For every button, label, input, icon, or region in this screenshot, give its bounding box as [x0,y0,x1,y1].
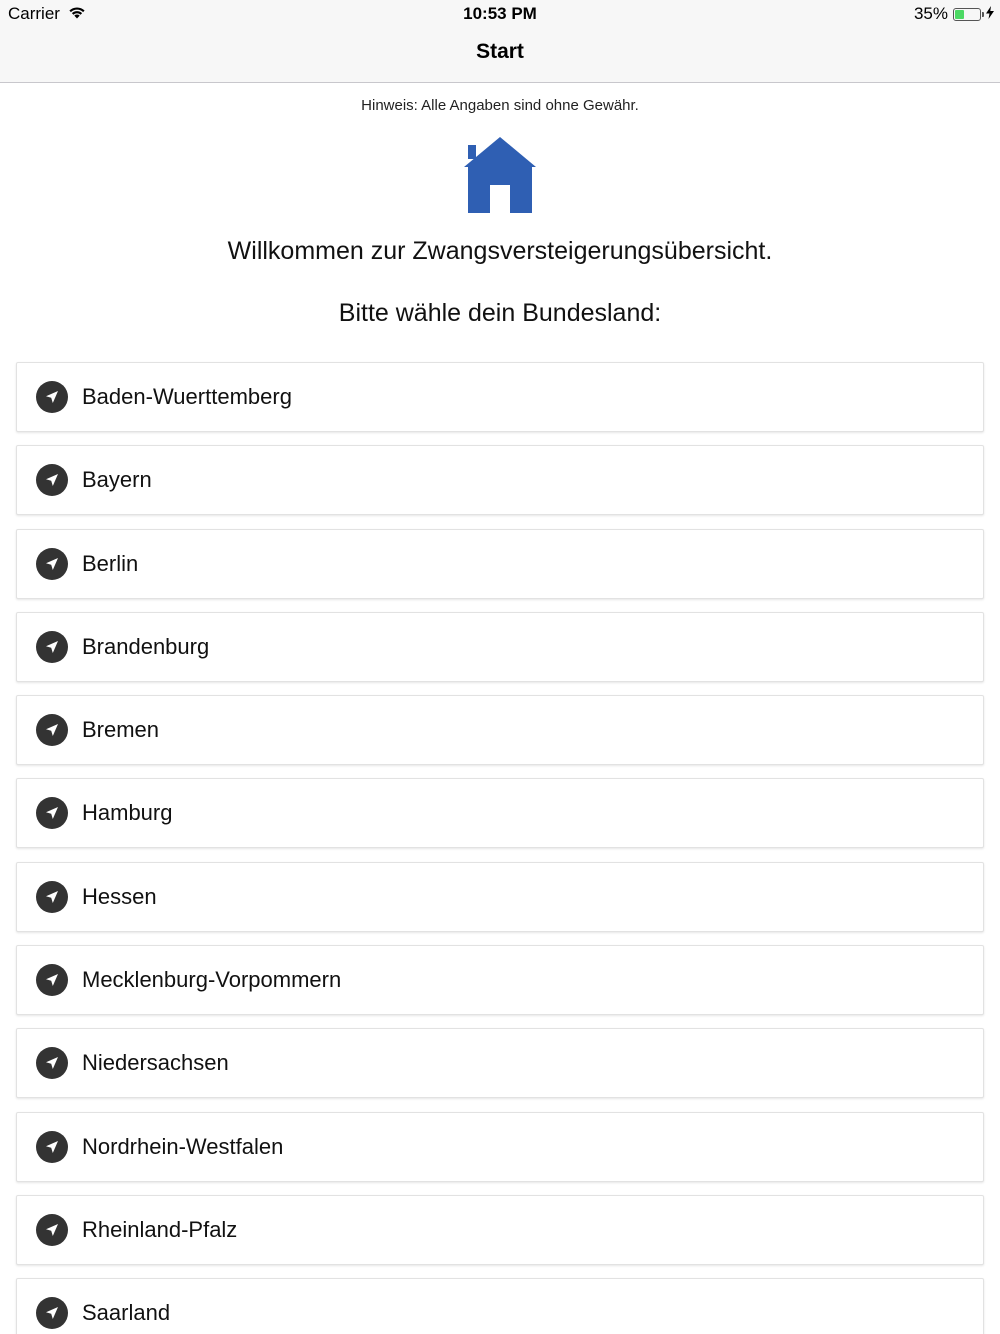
status-bar [0,0,1000,28]
charging-bolt-icon [986,4,994,24]
state-item-label: Bayern [82,467,152,493]
page-title: Start [476,40,524,63]
location-arrow-icon [36,1214,68,1246]
state-item[interactable] [16,1028,984,1098]
state-item-label: Saarland [82,1300,171,1326]
state-item[interactable] [16,529,984,599]
house-icon [458,133,542,215]
state-item[interactable] [16,1195,984,1265]
state-item[interactable] [16,1278,984,1334]
state-prompt: Bitte wähle dein Bundesland: [338,299,662,327]
state-item-label: Rheinland-Pfalz [82,1216,238,1242]
state-item[interactable] [16,445,984,515]
location-arrow-icon [36,631,68,663]
disclaimer-text: Hinweis: Alle Angaben sind ohne Gewähr. [361,97,639,114]
location-arrow-icon [36,714,68,746]
state-item-label: Baden-Wuerttemberg [82,384,292,409]
navigation-bar [0,28,1000,83]
battery-icon [953,8,981,21]
welcome-heading: Willkommen zur Zwangsversteigerungsübersicht. [227,237,773,265]
location-arrow-icon [36,381,68,413]
state-item-label: Brandenburg [82,633,210,659]
location-arrow-icon [36,1131,68,1163]
location-arrow-icon [36,797,68,829]
state-item-label: Hessen [82,883,157,909]
state-item-label: Hamburg [82,800,173,826]
location-arrow-icon [36,1047,68,1079]
location-arrow-icon [36,881,68,913]
location-arrow-icon [36,964,68,996]
location-arrow-icon [36,1297,68,1329]
state-item[interactable] [16,862,984,932]
state-item[interactable] [16,612,984,682]
location-arrow-icon [36,464,68,496]
state-item-label: Niedersachsen [82,1050,229,1076]
status-right [914,4,994,24]
battery-level-fill [955,10,964,19]
state-item-label: Bremen [82,717,160,743]
state-list [16,362,984,1334]
state-item-label: Mecklenburg-Vorpommern [82,967,342,993]
location-arrow-icon [36,548,68,580]
state-item[interactable] [16,778,984,848]
state-item[interactable] [16,1112,984,1182]
carrier-label: Carrier [8,4,60,23]
status-time: 10:53 PM [463,4,537,23]
state-item[interactable] [16,362,984,432]
state-item-label: Nordrhein-Westfalen [82,1133,284,1159]
state-item[interactable] [16,945,984,1015]
state-item-label: Berlin [82,550,139,576]
state-item[interactable] [16,695,984,765]
battery-percent: 35% [913,4,948,23]
main-content [0,83,1000,1334]
